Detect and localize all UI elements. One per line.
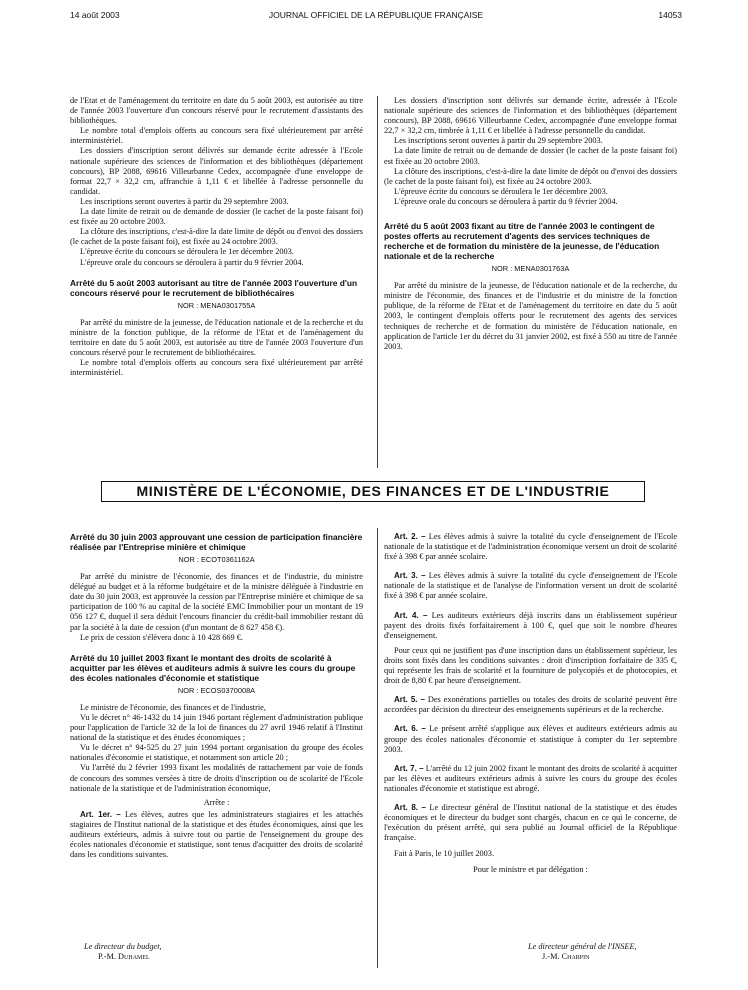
paragraph: Vu le décret n° 46-1432 du 14 juin 1946 portant règlement d'administration publique pour l'application de l'article 32 de la loi de finances du 27 avril 1946 relatif à l'Institut national de la statistique et des études économiques ;: [70, 712, 363, 743]
section-title: Arrêté du 10 juillet 2003 fixant le montant des droits de scolarité à acquitter par les élèves et auditeurs admis à suivre les cours du groupe des écoles nationales d'économie et statistique: [70, 652, 356, 683]
column-divider-bottom: [377, 528, 378, 968]
column-c: [70, 528, 363, 860]
article-label: Art. 4. –: [394, 610, 428, 620]
header-date: 14 août 2003: [70, 10, 120, 20]
paragraph: Par arrêté du ministre de la jeunesse, de l'éducation nationale et de la recherche, du ministre de l'économie, des finances et de l'industrie et du ministre de la fonction publique, de la réforme de l'Etat et de l'aménagement du territoire en date du 5 août 2003, le contingent d'emplois offerts pour le recrutement des agents des services techniques de recherche et de formation du ministère de l'éducation nationale, en application de l'article 1er du décret du 31 janvier 2002, est fixé à 550 au titre de l'année 2003.: [384, 281, 677, 351]
article: [384, 532, 677, 562]
section-title: Arrêté du 5 août 2003 fixant au titre de l'année 2003 le contingent de postes offerts au recrutement d'agents des services techniques de recherche et de formation du ministère de la jeunesse, de l'éducation nationale et de la recherche: [384, 221, 660, 262]
paragraph: L'épreuve orale du concours se déroulera à partir du 9 février 2004.: [80, 257, 304, 267]
nor-reference: NOR : ECOT0361162A: [178, 555, 255, 564]
article-text: Les élèves, autres que les administrateurs stagiaires et les attachés stagiaires de l'Institut national de la statistique et des études économiques, ainsi que les auditeurs extérieurs, admis à suivre tout ou partie de l'enseignement du groupe des écoles nationales d'économie et statistique, sont tenus d'acquitter des droits de scolarité dans les conditions suivantes.: [70, 809, 363, 860]
section-title: Arrêté du 30 juin 2003 approuvant une cession de participation financière réalisée par l'Entreprise minière et chimique: [70, 532, 363, 552]
paragraph: Vu l'arrêté du 2 février 1993 fixant les modalités de rattachement par voie de fonds de concours des sommes versées à titre de droits d'inscription ou de scolarité de l'Ecole nationale de la statistique et de l'administration économique,: [70, 763, 363, 793]
paragraph: La date limite de retrait ou de demande de dossier (le cachet de la poste faisant foi) est fixée au 20 octobre 2003.: [70, 207, 363, 227]
signature-role: Le directeur général de l'INSEE,: [528, 942, 637, 951]
ministry-banner: MINISTÈRE DE L'ÉCONOMIE, DES FINANCES ET DE L'INDUSTRIE: [101, 481, 645, 502]
nor-reference: NOR : ECOS0370008A: [177, 685, 256, 695]
column-divider-top: [377, 96, 378, 468]
column-b: [384, 96, 677, 352]
paragraph: Les dossiers d'inscription seront délivrés sur demande écrite adressée à l'Ecole nationale supérieure des sciences de l'information et des bibliothèques (département concours), BP 2088, 69616 Villeurbanne Cedex, accompagnée d'une enveloppe de format 22,7 × 32,2 cm, affranchie à 1,11 € et libellée à l'adresse personnelle du candidat.: [70, 146, 363, 196]
page-header: [70, 10, 682, 24]
article-label: Art. 5. –: [394, 695, 425, 705]
col-a-paragraphs-2: [70, 318, 363, 379]
nor-reference: NOR : MENA0301755A: [177, 300, 256, 310]
paragraph: Les dossiers d'inscription sont délivrés sur demande écrite, adressée à l'Ecole nationale supérieure des sciences de l'information et des bibliothèques (département concours), BP 2088, 69616 Villeurbanne Cedex, accompagnée d'une enveloppe format 22,7 × 32,2 cm, timbrée à 1,11 € et libellée à l'adresse personnelle du candidat.: [384, 96, 677, 136]
column-d: [384, 528, 677, 876]
col-c-section1-paragraphs: [70, 572, 363, 643]
article-text: Le présent arrêté s'applique aux élèves et auditeurs extérieurs admis au groupe des écoles nationales d'économie et statistique à compter du 1er septembre 2003.: [384, 724, 678, 754]
paragraph: La clôture des inscriptions, c'est-à-dire la date limite de dépôt ou d'envoi des dossiers (le cachet de la poste faisant foi), est fixée au 24 octobre 2003.: [70, 227, 363, 247]
signature-left: [84, 942, 162, 962]
paragraph: Par arrêté du ministre de l'économie, des finances et de l'industrie, du ministre délégué au budget et à la réforme budgétaire et de la ministre déléguée à l'industrie en date du 30 juin 2003, est approuvée la cession par l'Entreprise minière et chimique de sa participation de 100 % au capital de la société EMC Immobilier pour un montant de 19 056 127 €, duquel il sera déduit l'encours financier du crédit-bail immobilier restant dû par la société à la date de cession (d'un montant de 8 627 458 €).: [70, 572, 363, 632]
column-a: [70, 96, 363, 378]
article-label: Art. 8. –: [394, 802, 426, 812]
article: [384, 646, 677, 686]
paragraph: Les inscriptions seront ouvertes à partir du 29 septembre 2003.: [80, 196, 289, 206]
article-label: Art. 6. –: [394, 724, 426, 734]
paragraph: Le prix de cession s'élèvera donc à 10 428 669 €.: [80, 632, 244, 642]
delegation-line: Pour le ministre et par délégation :: [473, 865, 588, 875]
article-1: [70, 810, 363, 860]
header-page-number: 14053: [658, 10, 682, 20]
article-text: Les auditeurs extérieurs déjà inscrits dans un établissement supérieur payent des droits fixés forfaitairement à 100 €, quel que soit le nombre d'heures d'enseignement.: [384, 610, 678, 640]
article-label: Art. 3. –: [394, 571, 426, 581]
article: [384, 611, 677, 641]
done-at: Fait à Paris, le 10 juillet 2003.: [394, 849, 495, 859]
section-title: Arrêté du 5 août 2003 autorisant au titre de l'année 2003 l'ouverture d'un concours réservé pour le recrutement de bibliothécaires: [70, 277, 358, 298]
nor-reference: NOR : MENA0301763A: [491, 264, 570, 274]
paragraph: Le nombre total d'emplois offerts au concours sera fixé ultérieurement par arrêté interministériel.: [70, 358, 363, 378]
paragraph: Les inscriptions seront ouvertes à partir du 29 septembre 2003.: [394, 136, 603, 146]
signature-name: P.-M. Duhamel: [98, 952, 150, 961]
paragraph: L'épreuve écrite du concours se déroulera le 1er décembre 2003.: [394, 186, 608, 196]
signature-name: J.-M. Charpin: [542, 952, 590, 961]
article-text: Le directeur général de l'Institut national de la statistique et des études économiques et le directeur du budget sont chargés, chacun en ce qui le concerne, de l'exécution du présent arrêté, qui sera publié au Journal officiel de la République française.: [384, 802, 678, 843]
header-journal-title: JOURNAL OFFICIEL DE LA RÉPUBLIQUE FRANÇAISE: [268, 10, 484, 20]
paragraph: de l'Etat et de l'aménagement du territoire en date du 5 août 2003, est autorisée au titre de l'année 2003 l'ouverture d'un concours réservé pour le recrutement d'assistants des bibliothèques.: [70, 96, 363, 126]
col-b-paragraphs: [384, 96, 677, 207]
signature-role: Le directeur du budget,: [84, 942, 162, 951]
paragraph: Vu le décret n° 94-525 du 27 juin 1994 portant organisation du groupe des écoles nationales d'économie et statistique, et notamment son article 20 ;: [70, 743, 363, 763]
article-label: Art. 1er. –: [80, 809, 121, 819]
col-b-paragraphs-2: [384, 281, 677, 352]
article-text: Pour ceux qui ne justifient pas d'une inscription dans un établissement supérieur, les droits sont fixés dans les conditions suivantes : droit d'inscription forfaitaire de 335 €, qui représente les frais de scolarité et la fourniture de polycopiés et de photocopies, et droit de 8,80 € par heure d'enseignement.: [384, 645, 677, 686]
paragraph: Le ministre de l'économie, des finances et de l'industrie,: [80, 702, 266, 712]
col-c-section2-paragraphs: [70, 703, 363, 794]
article-label: Art. 7. –: [394, 763, 424, 773]
article: [384, 571, 677, 601]
article: [384, 803, 677, 843]
article-text: L'arrêté du 12 juin 2002 fixant le montant des droits de scolarité à acquitter par les élèves et auditeurs extérieurs admis à suivre les cours du groupe des écoles nationales d'économie et statistique est abrogé.: [384, 763, 678, 793]
article-label: Art. 2. –: [394, 532, 426, 541]
col-a-paragraphs: [70, 96, 363, 268]
paragraph: Par arrêté du ministre de la jeunesse, de l'éducation nationale et de la recherche et du ministre de la fonction publique, de la réforme de l'Etat et de l'aménagement du territoire en date du 5 août 2003, est autorisée au titre de l'année 2003 l'ouverture d'un concours réservé pour le recrutement de bibliothécaires.: [70, 317, 363, 357]
paragraph: La clôture des inscriptions, c'est-à-dire la date limite de dépôt ou d'envoi des dossiers (le cachet de la poste faisant foi), est fixée au 24 octobre 2003.: [384, 166, 677, 186]
paragraph: La date limite de retrait ou de demande de dossier (le cachet de la poste faisant foi) est fixée au 20 octobre 2003.: [384, 146, 677, 166]
articles-list: [384, 532, 677, 843]
article-text: Les élèves admis à suivre la totalité du cycle d'enseignement de l'Ecole nationale de la statistique et de l'analyse de l'information versent un droit de scolarité fixé à 398 € par année scolaire.: [384, 571, 678, 601]
article: [384, 764, 677, 794]
article: [384, 695, 677, 715]
article-text: Des exonérations partielles ou totales des droits de scolarité peuvent être accordées par décision du directeur des enseignements supérieurs et de la recherche.: [384, 695, 678, 715]
paragraph: L'épreuve écrite du concours se déroulera le 1er décembre 2003.: [80, 247, 294, 257]
article-text: Les élèves admis à suivre la totalité du cycle d'enseignement de l'Ecole nationale de la statistique et de l'administration économique versent un droit de scolarité fixé à 398 € par année scolaire.: [384, 532, 678, 562]
arrete-heading: Arrête :: [203, 797, 230, 807]
paragraph: Le nombre total d'emplois offerts au concours sera fixé ultérieurement par arrêté interministériel.: [70, 126, 363, 146]
article: [384, 724, 677, 754]
paragraph: L'épreuve orale du concours se déroulera à partir du 9 février 2004.: [394, 196, 618, 206]
signature-right: [528, 942, 637, 962]
